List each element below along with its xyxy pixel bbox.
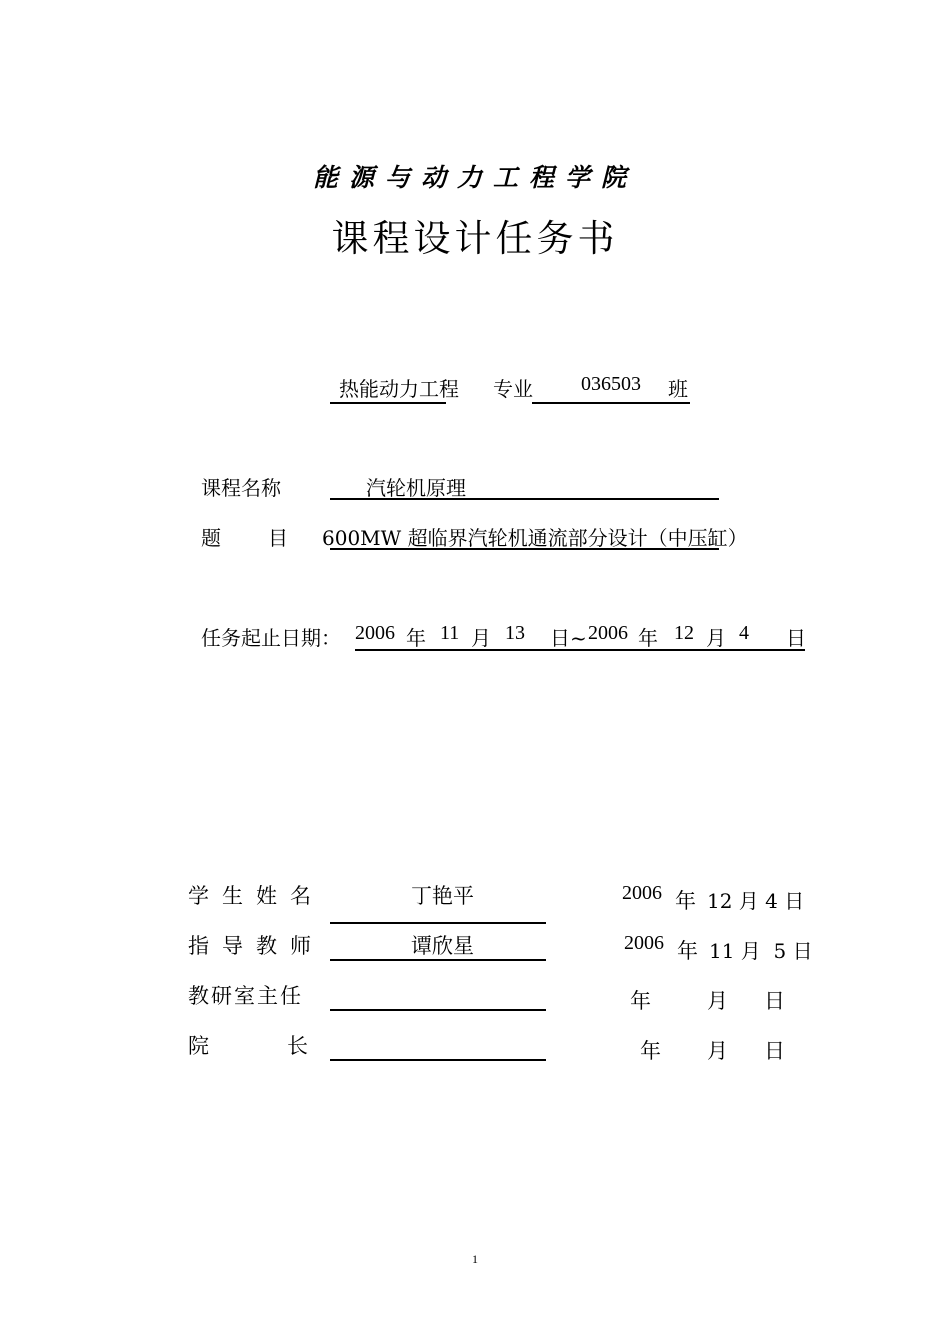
- document-title: 课程设计任务书: [331, 217, 619, 260]
- task-dates-label: 任务起止日期：: [201, 626, 341, 650]
- dean-underline: [330, 1059, 546, 1061]
- dean-month-unit: 月: [707, 1039, 728, 1063]
- advisor-name-underline: [330, 959, 546, 961]
- advisor-name: 谭欣星: [411, 934, 474, 958]
- start-month-unit: 月: [471, 626, 491, 650]
- student-year: 2006: [622, 882, 662, 904]
- topic-underline: [330, 548, 719, 550]
- start-month: 11: [440, 622, 460, 644]
- director-year-unit: 年: [630, 989, 651, 1013]
- major-label: 专业: [493, 377, 533, 401]
- major-underline: [330, 402, 446, 404]
- end-day: 4: [739, 622, 749, 644]
- end-month: 12: [674, 622, 694, 644]
- end-month-unit: 月: [706, 626, 726, 650]
- student-name: 丁艳平: [411, 884, 474, 908]
- college-name: 能源与动力工程学院: [312, 163, 637, 192]
- dean-label-1: 院: [188, 1034, 209, 1058]
- topic-label-1: 题: [201, 526, 221, 550]
- end-year-unit: 年: [638, 626, 658, 650]
- topic-value: 600MW 超临界汽轮机通流部分设计（中压缸）: [322, 526, 748, 550]
- class-underline: [532, 402, 690, 404]
- topic-label-2: 目: [268, 526, 288, 550]
- student-label: 学生姓名: [188, 884, 324, 908]
- student-date: 12 月 4 日: [707, 889, 805, 913]
- course-name-label: 课程名称: [201, 476, 281, 500]
- student-name-underline: [330, 922, 546, 924]
- director-day-unit: 日: [764, 989, 785, 1013]
- advisor-date: 11 月 5 日: [709, 939, 813, 963]
- start-day: 13: [505, 622, 525, 644]
- end-year: 2006: [588, 622, 628, 644]
- task-dates-underline: [355, 649, 805, 651]
- advisor-label: 指导教师: [188, 934, 324, 958]
- director-month-unit: 月: [707, 989, 728, 1013]
- dean-day-unit: 日: [764, 1039, 785, 1063]
- dean-year-unit: 年: [640, 1039, 661, 1063]
- end-day-unit: 日: [786, 626, 806, 650]
- page-number: 1: [472, 1252, 478, 1266]
- major-value: 热能动力工程: [339, 377, 459, 401]
- course-name-value: 汽轮机原理: [366, 476, 466, 500]
- advisor-year-unit: 年: [677, 939, 698, 963]
- director-label: 教研室主任: [188, 984, 303, 1008]
- course-name-underline: [330, 498, 719, 500]
- start-year-unit: 年: [406, 626, 426, 650]
- date-separator: 日~: [550, 626, 587, 650]
- class-label: 班: [668, 377, 688, 401]
- student-year-unit: 年: [675, 889, 696, 913]
- director-underline: [330, 1009, 546, 1011]
- class-number: 036503: [581, 373, 641, 395]
- start-year: 2006: [355, 622, 395, 644]
- advisor-year: 2006: [624, 932, 664, 954]
- dean-label-2: 长: [287, 1034, 308, 1058]
